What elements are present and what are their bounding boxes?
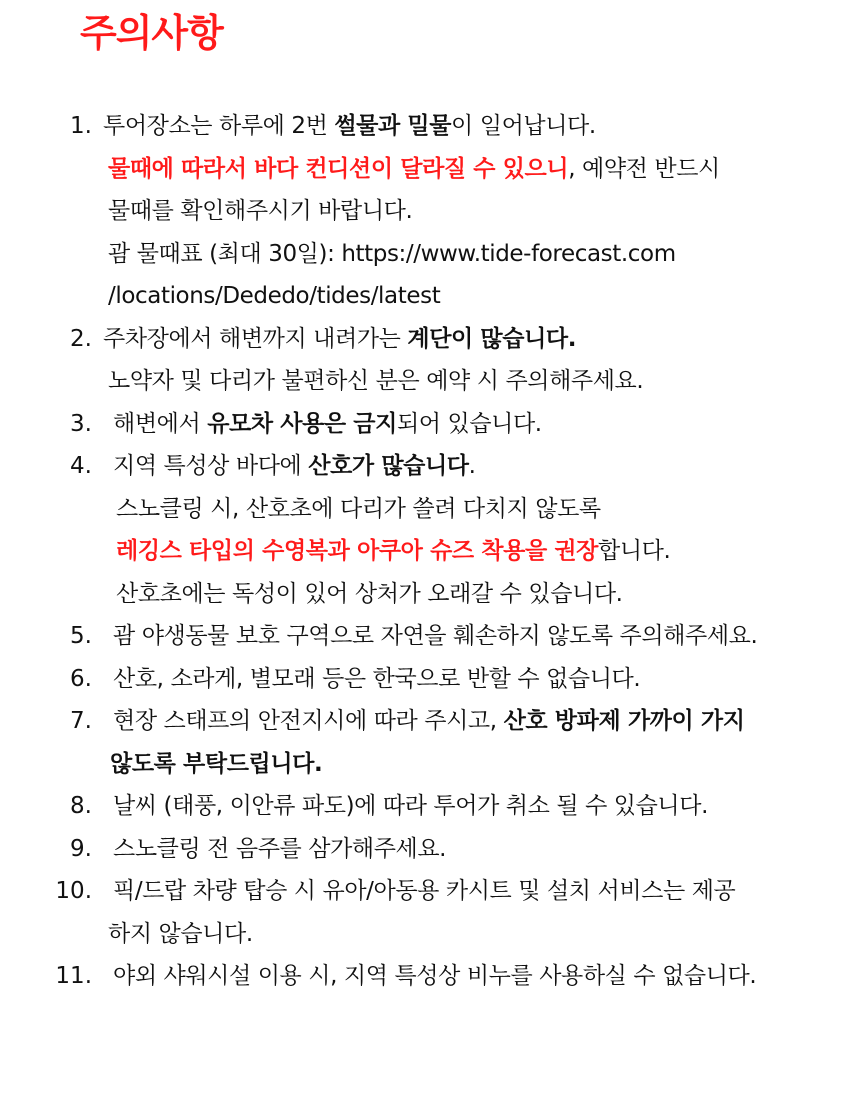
- item-number: 10.: [55, 878, 92, 904]
- body-text: 괌 물때표 (최대 30일): https://www.tide-forecast.com: [108, 240, 676, 267]
- warning-text: 레깅스 타입의 수영복과 아쿠아 슈즈 착용을 권장: [116, 538, 599, 564]
- body-text: , 예약전 반드시: [568, 155, 720, 182]
- item-number: 8.: [70, 793, 92, 819]
- emphasis-text: 썰물과 밀물: [334, 113, 452, 139]
- item-line: [103, 105, 596, 147]
- body-text: 날씨 (태풍, 이안류 파도)에 따라 투어가 취소 될 수 있습니다.: [113, 793, 708, 819]
- item-line: [113, 615, 757, 657]
- item-line: [108, 913, 253, 955]
- item-line: [108, 190, 412, 232]
- emphasis-text: 않도록 부탁드립니다.: [110, 750, 323, 777]
- item-line: [113, 658, 640, 700]
- body-text: 현장 스태프의 안전지시에 따라 주시고,: [113, 708, 504, 734]
- item-line: [113, 403, 542, 445]
- body-text: 되어 있습니다.: [396, 410, 542, 437]
- body-text: .: [468, 453, 476, 479]
- item-number: 5.: [70, 623, 92, 649]
- item-number: 2.: [70, 325, 92, 352]
- body-text: 지역 특성상 바다에: [113, 453, 309, 479]
- body-text: 이 일어납니다.: [451, 113, 596, 139]
- item-line: [113, 955, 756, 997]
- item-line: [116, 488, 601, 530]
- item-number: 9.: [70, 835, 92, 862]
- body-text: 노약자 및 다리가 불편하신 분은 예약 시 주의해주세요.: [108, 368, 644, 394]
- item-line: [113, 785, 708, 827]
- item-line: [108, 233, 676, 275]
- body-text: 합니다.: [598, 538, 671, 564]
- body-text: 물때를 확인해주시기 바랍니다.: [108, 198, 413, 224]
- item-line: [116, 573, 623, 615]
- emphasis-text: 유모차 사용은 금지: [207, 410, 397, 437]
- body-text: 산호초에는 독성이 있어 상처가 오래갈 수 있습니다.: [116, 580, 623, 607]
- item-number: 3.: [70, 410, 92, 437]
- item-line: [113, 828, 446, 870]
- item-line: [108, 148, 720, 190]
- body-text: 괌 야생동물 보호 구역으로 자연을 훼손하지 않도록 주의해주세요.: [113, 623, 758, 649]
- body-text: 투어장소는 하루에 2번: [103, 113, 335, 139]
- page-title: 주의사항: [80, 11, 223, 55]
- body-text: 스노클링 전 음주를 삼가해주세요.: [113, 835, 447, 862]
- body-text: 산호, 소라게, 별모래 등은 한국으로 반할 수 없습니다.: [113, 665, 641, 692]
- body-text: 주차장에서 해변까지 내려가는: [103, 325, 408, 352]
- item-line: [113, 700, 745, 742]
- item-line: [103, 318, 576, 360]
- emphasis-text: 계단이 많습니다.: [407, 325, 577, 352]
- item-number: 4.: [70, 453, 92, 479]
- body-text: 야외 샤워시설 이용 시, 지역 특성상 비누를 사용하실 수 없습니다.: [113, 963, 757, 989]
- emphasis-text: 산호 방파제 가까이 가지: [503, 708, 745, 734]
- warning-text: 물때에 따라서 바다 컨디션이 달라질 수 있으니: [108, 155, 569, 182]
- body-text: 하지 않습니다.: [108, 920, 253, 947]
- item-number: 7.: [70, 708, 92, 734]
- body-text: /locations/Dededo/tides/latest: [108, 283, 441, 309]
- item-line: [108, 275, 440, 317]
- body-text: 스노클링 시, 산호초에 다리가 쓸려 다치지 않도록: [116, 495, 601, 522]
- item-number: 6.: [70, 665, 92, 692]
- item-line: [113, 445, 476, 487]
- emphasis-text: 산호가 많습니다: [308, 453, 469, 479]
- item-line: [110, 743, 322, 785]
- item-number: 1.: [70, 113, 92, 139]
- item-line: [108, 360, 643, 402]
- item-line: [116, 530, 670, 572]
- body-text: 해변에서: [113, 410, 208, 437]
- item-line: [113, 870, 735, 912]
- item-number: 11.: [55, 963, 92, 989]
- body-text: 픽/드랍 차량 탑승 시 유아/아동용 카시트 및 설치 서비스는 제공: [113, 878, 736, 904]
